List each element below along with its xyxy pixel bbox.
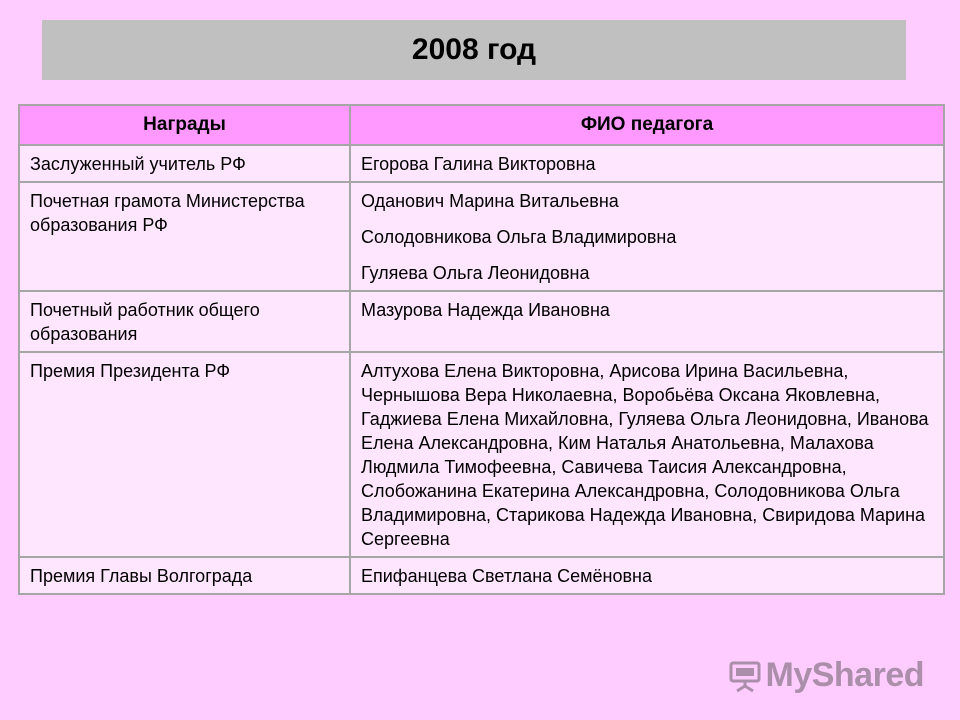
- teacher-name: Солодовникова Ольга Владимировна: [361, 227, 677, 247]
- teacher-name: Мазурова Надежда Ивановна: [361, 300, 610, 320]
- table-row: [19, 291, 944, 352]
- table-body: [19, 145, 944, 594]
- presentation-board-icon: [728, 659, 762, 693]
- teacher-names-cell: [350, 182, 944, 291]
- header-awards: Награды: [19, 105, 350, 145]
- teacher-name: Алтухова Елена Викторовна, Арисова Ирина Васильевна, Чернышова Вера Николаевна, Воробьёва Оксана Яковлевна, Гаджиева Елена Михайловна, Гуляева Ольга Леонидовна, Иванова Елена Александровна, Ким Наталья Анатольевна, Малахова Людмила Тимофеевна, Савичева Таисия Александровна, Слобожанина Екатерина Александровна, Солодовникова Ольга Владимировна, Старикова Надежда Ивановна, Свиридова Марина Сергеевна: [361, 361, 929, 549]
- awards-table: [18, 104, 945, 595]
- award-cell: Заслуженный учитель РФ: [19, 145, 350, 182]
- award-cell: Почетная грамота Министерства образования РФ: [19, 182, 350, 291]
- award-cell: Почетный работник общего образования: [19, 291, 350, 352]
- table-row: [19, 352, 944, 557]
- teacher-name: Егорова Галина Викторовна: [361, 154, 596, 174]
- watermark: [728, 656, 925, 695]
- teacher-names-cell: [350, 291, 944, 352]
- teacher-names-list: [361, 152, 933, 176]
- table-row: [19, 182, 944, 291]
- teacher-names-list: [361, 298, 933, 322]
- teacher-name: Гуляева Ольга Леонидовна: [361, 263, 590, 283]
- page-title: 2008 год: [411, 33, 537, 66]
- title-bar: [42, 20, 906, 80]
- teacher-names-list: [361, 564, 933, 588]
- table-row: [19, 145, 944, 182]
- teacher-names-list: [361, 359, 933, 551]
- table-header: [19, 105, 944, 145]
- award-cell: Премия Президента РФ: [19, 352, 350, 557]
- teacher-names-cell: [350, 352, 944, 557]
- teacher-name: Оданович Марина Витальевна: [361, 191, 619, 211]
- watermark-text: MyShared: [765, 656, 924, 694]
- header-row: [19, 105, 944, 145]
- header-teacher-name: ФИО педагога: [350, 105, 944, 145]
- teacher-name: Епифанцева Светлана Семёновна: [361, 566, 653, 586]
- award-cell: Премия Главы Волгограда: [19, 557, 350, 594]
- teacher-names-cell: [350, 145, 944, 182]
- teacher-names-list: [361, 189, 933, 285]
- table-row: [19, 557, 944, 594]
- teacher-names-cell: [350, 557, 944, 594]
